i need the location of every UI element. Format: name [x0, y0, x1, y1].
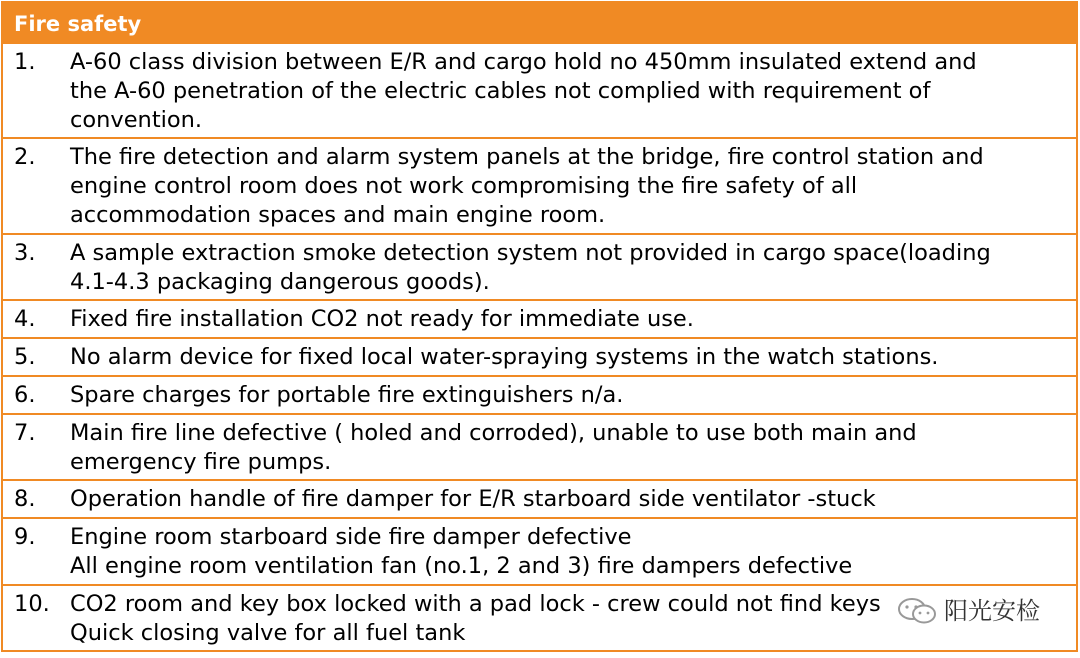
item-number: 1.: [14, 49, 36, 75]
table-row: [3, 44, 1076, 137]
table-row: [3, 413, 1076, 480]
item-number: 6.: [14, 381, 36, 408]
table-row: [3, 517, 1076, 584]
item-text: CO2 room and key box locked with a pad lock - crew could not find keys Quick closing valve for all fuel tank: [70, 590, 881, 646]
table-row: [3, 479, 1076, 517]
item-text: No alarm device for fixed local water-spraying systems in the watch stations.: [70, 344, 939, 371]
item-number: 8.: [14, 486, 36, 513]
watermark-text: 阳光安检: [944, 597, 1040, 625]
fire-safety-table: [1, 1, 1078, 652]
item-number: 5.: [14, 344, 36, 371]
item-text: Operation handle of fire damper for E/R starboard side ventilator -stuck: [70, 486, 876, 513]
item-number: 4.: [14, 306, 36, 333]
item-text: A-60 class division between E/R and cargo hold no 450mm insulated extend and the A-60 penetration of the electric cables not complied with requirement of convention.: [70, 49, 977, 133]
item-text: A sample extraction smoke detection system not provided in cargo space(loading 4.1-4.3 packaging dangerous goods).: [70, 239, 991, 295]
item-number: 7.: [14, 419, 36, 446]
item-number: 2.: [14, 144, 36, 171]
table-title: Fire safety: [3, 3, 1076, 44]
table-row: [3, 137, 1076, 232]
item-number: 9.: [14, 524, 36, 551]
item-text: Main fire line defective ( holed and corroded), unable to use both main and emergency fire pumps.: [70, 419, 917, 475]
table-row: [3, 299, 1076, 337]
item-number: 3.: [14, 239, 36, 266]
item-number: 10.: [14, 590, 50, 617]
item-text: Fixed fire installation CO2 not ready for immediate use.: [70, 306, 694, 333]
item-text: Engine room starboard side fire damper defective All engine room ventilation fan (no.1, 2 and 3) fire dampers defective: [70, 524, 853, 579]
table-body: [3, 44, 1076, 650]
item-text: The fire detection and alarm system panels at the bridge, fire control station and engine control room does not work compromising the fire safety of all accommodation spaces and main engine room.: [70, 144, 984, 228]
watermark: [892, 594, 1046, 628]
table-row: [3, 233, 1076, 300]
table-row: [3, 375, 1076, 413]
item-text: Spare charges for portable fire extinguishers n/a.: [70, 381, 624, 408]
wechat-icon: [896, 596, 940, 626]
table-row: [3, 337, 1076, 375]
